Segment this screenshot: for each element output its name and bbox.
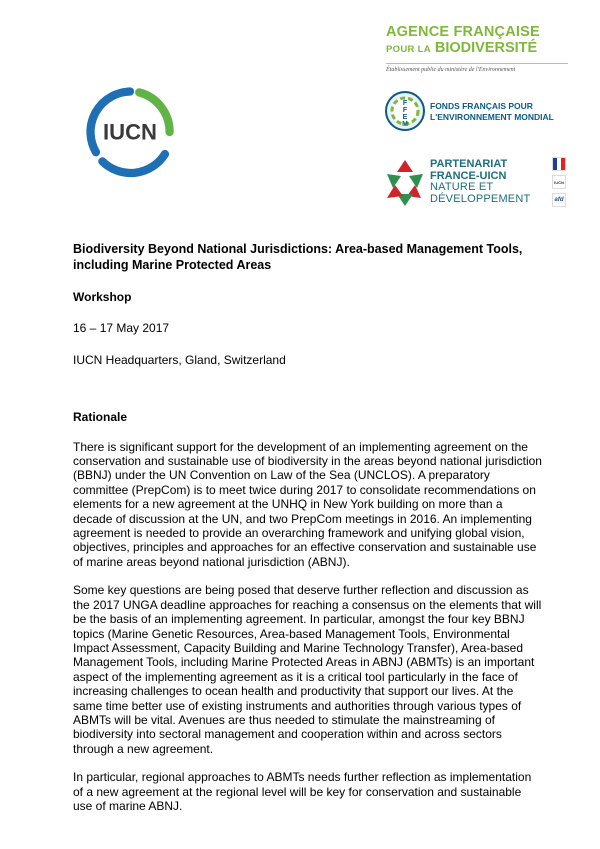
document-body [73, 242, 543, 813]
partenariat-line4: DÉVELOPPEMENT [430, 192, 531, 205]
afb-line2 [386, 40, 571, 58]
svg-text:F: F [402, 107, 408, 114]
document-type-label: Workshop [73, 290, 132, 304]
ffem-logo [384, 90, 584, 134]
ffem-line2: L'ENVIRONNEMENT MONDIAL [430, 112, 554, 122]
afd-mini-text: afd [554, 197, 564, 203]
iucn-mini-text: IUCN [554, 179, 564, 185]
afb-line2-small: POUR LA [386, 44, 431, 55]
svg-text:E: E [402, 114, 408, 121]
ffem-globe-icon [384, 90, 426, 132]
iucn-logo-graphic [84, 86, 176, 178]
afb-subtitle: Établissement public du ministère de l'Environnement [386, 67, 516, 73]
partenariat-line3: NATURE ET [430, 181, 494, 193]
ffem-line1: FONDS FRANÇAIS POUR [430, 101, 533, 111]
afb-line1: AGENCE FRANÇAISE [386, 24, 540, 40]
event-venue: IUCN Headquarters, Gland, Switzerland [73, 352, 286, 367]
partner-badges [552, 157, 568, 211]
paragraph-2: Some key questions are being posed that deserve further reflection and discussion as the 2017 UNGA deadline approaches for reaching a consensus on the elements that will be the basis of an implementing agreement. In particular, amongst the four key BBNJ topics (Marine Genetic Resources, Area-based Management Tools, Environmental Impact Assessment, Capacity Building and Marine Technology Transfer), Area-based Management Tools, including Marine Protected Areas in ABNJ (ABMTs) is an important aspect of the implementing agreement as it is a critical tool particularly in the face of increasing challenges to ocean health and productivity that support our lives. At the same time better use of existing instruments and authorities through various types of ABMTs will be vital. Avenues are thus needed to stimulate the mainstreaming of biodiversity into sectoral management and cooperation within and across sectors through a new agreement. [73, 583, 542, 756]
afd-mini-badge [552, 193, 566, 207]
ffem-text [430, 101, 554, 123]
iucn-mini-badge [552, 175, 566, 189]
section-heading-rationale: Rationale [73, 410, 128, 425]
afb-line2-big: BIODIVERSITÉ [434, 40, 538, 56]
paragraph-3: In particular, regional approaches to ABMTs needs further reflection as implementation of a new agreement at the regional level will be key for conservation and sustainable use of marine ABNJ. [73, 770, 532, 813]
afb-logo [386, 24, 571, 73]
partenariat-line2: FRANCE-UICN [430, 169, 507, 182]
svg-text:F: F [402, 100, 408, 107]
partenariat-logo [383, 156, 573, 212]
iucn-logo [84, 86, 176, 178]
svg-text:M: M [402, 121, 408, 128]
partenariat-star-icon [383, 158, 427, 208]
document-title: Biodiversity Beyond National Jurisdictions: Area-based Management Tools, including Marine Protected Areas [73, 242, 523, 272]
event-date: 16 – 17 May 2017 [73, 321, 170, 336]
partenariat-text [430, 159, 530, 205]
french-flag-icon [552, 157, 566, 171]
partenariat-line1: PARTENARIAT [430, 158, 508, 170]
paragraph-1: There is significant support for the development of an implementing agreement on the conservation and sustainable use of biodiversity in the areas beyond national jurisdiction (BBNJ) under the UN Convention on Law of the Sea (UNCLOS). A preparatory committee (PrepCom) is to meet twice during 2017 to consolidate recommendations on elements for a new agreement at the UNHQ in New York building on more than a decade of discussion at the UN, and two PrepCom meetings in 2016. An implementing agreement is needed to provide an overarching framework and unifying global vision, objectives, principles and approaches for an effective conservation and sustainable use of marine areas beyond national jurisdiction (ABNJ). [73, 439, 542, 569]
afb-divider [386, 63, 568, 64]
iucn-logo-text: IUCN [103, 119, 157, 145]
